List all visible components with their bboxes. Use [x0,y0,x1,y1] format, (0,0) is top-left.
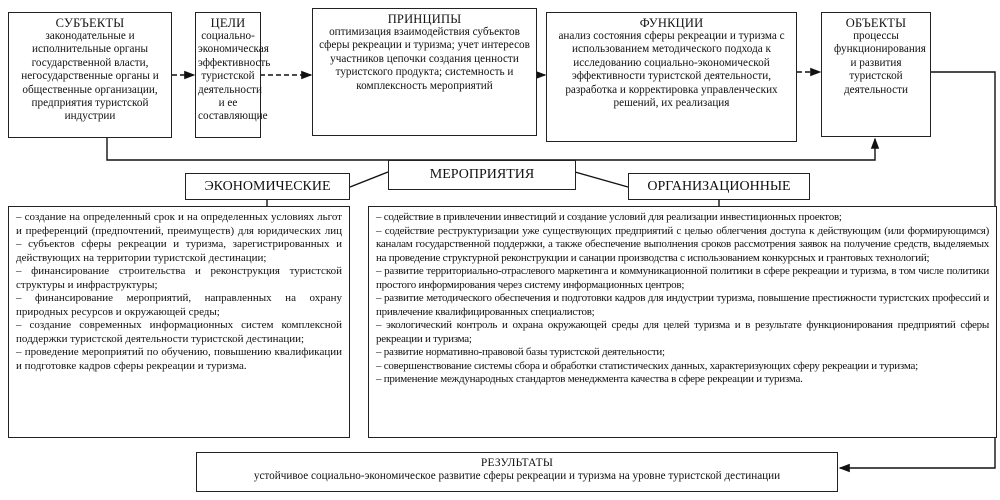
objects-title: ОБЪЕКТЫ [845,16,907,30]
subjects-text: законодательные и исполнительные органы государственной власти, негосударственные органы и общественные организации, предприятия туристской индустрии [21,30,159,123]
measures-label: МЕРОПРИЯТИЯ [388,160,576,190]
economic-measures-list [8,206,350,438]
list-item: – развитие методического обеспечения и подготовки кадров для индустрии туризма, повышение престижности туристских профессий и привлечение квалифицированных специалистов; [376,292,989,318]
subjects-title: СУБЪЕКТЫ [55,16,125,30]
list-item: – применение международных стандартов менеджмента качества в сфере рекреации и туризма. [376,373,803,385]
list-item: – создание на определенный срок и на определенных условиях льгот и преференций (предпочтений, преимуществ) для юридических лиц – субъектов сферы рекреации и туризма, зарегистрированных и действующих на территории туристской дестинации; [16,211,342,264]
principles-box [312,8,537,136]
organizational-measures-list [368,206,997,438]
list-item: – совершенствование системы сбора и обработки статистических данных, характеризующих сферу рекреации и туризма; [376,359,918,372]
objects-text: процессы функционирования и развития туристской деятельности [834,30,926,96]
list-item: – содействие реструктуризации уже существующих предприятий с целью облегчения доступа к действующим (или формирующимся) каналам государственной поддержки, а также обеспечение выполнения сроков рассмотрения заявок на получение средств, выделяемых на проведение структурной реконструкции и санации производства с использованием конкурсных и грантовых технологий; [376,224,989,264]
organizational-label: ОРГАНИЗАЦИОННЫЕ [628,173,810,200]
functions-title: ФУНКЦИИ [639,16,704,30]
list-item: – содействие в привлечении инвестиций и создание условий для реализации инвестиционных проектов; [376,211,842,223]
results-title: РЕЗУЛЬТАТЫ [480,457,554,469]
goals-box [195,12,271,138]
list-item: – финансирование мероприятий, направленных на охрану природных ресурсов и окружающей среды; [16,292,342,318]
economic-label: ЭКОНОМИЧЕСКИЕ [185,173,350,200]
list-item: – создание современных информационных систем комплексной поддержки туристской деятельности туристской дестинации; [16,319,342,345]
functions-box [546,12,797,142]
goals-text: социально-экономическая эффективность туристской деятельности и ее составляющие [198,30,271,123]
principles-text: оптимизация взаимодействия субъектов сферы рекреации и туризма; учет интересов участников цепочки создания ценности туристского продукта; системность и комплексность мероприятий [319,26,530,92]
principles-title: ПРИНЦИПЫ [387,12,462,26]
list-item: – финансирование строительства и реконструкция туристской структуры и инфраструктуры; [16,265,342,291]
results-text: устойчивое социально-экономическое развитие сферы рекреации и туризма на уровне туристской дестинации [253,470,781,482]
list-item: – развитие территориально-отраслевого маркетинга и коммуникационной политики в сфере рекреации и туризма, в том числе политики простого информирования через систему информационных центров; [376,265,989,291]
list-item: – проведение мероприятий по обучению, повышению квалификации и подготовке кадров сферы рекреации и туризма. [16,346,342,372]
goals-title: ЦЕЛИ [210,16,246,30]
functions-text: анализ состояния сферы рекреации и туризма с использованием методического подхода к исследованию социально-экономической эффективности туристской деятельности, разработка и корректировка управленческих решений, их реализация [558,30,785,110]
results-box [196,452,838,492]
list-item: – развитие нормативно-правовой базы туристской деятельности; [376,346,665,358]
subjects-box [8,12,172,138]
objects-box [821,12,931,137]
list-item: – экологический контроль и охрана окружающей среды для целей туризма и в результате функционирования предприятий сферы рекреации и туризма; [376,319,989,345]
